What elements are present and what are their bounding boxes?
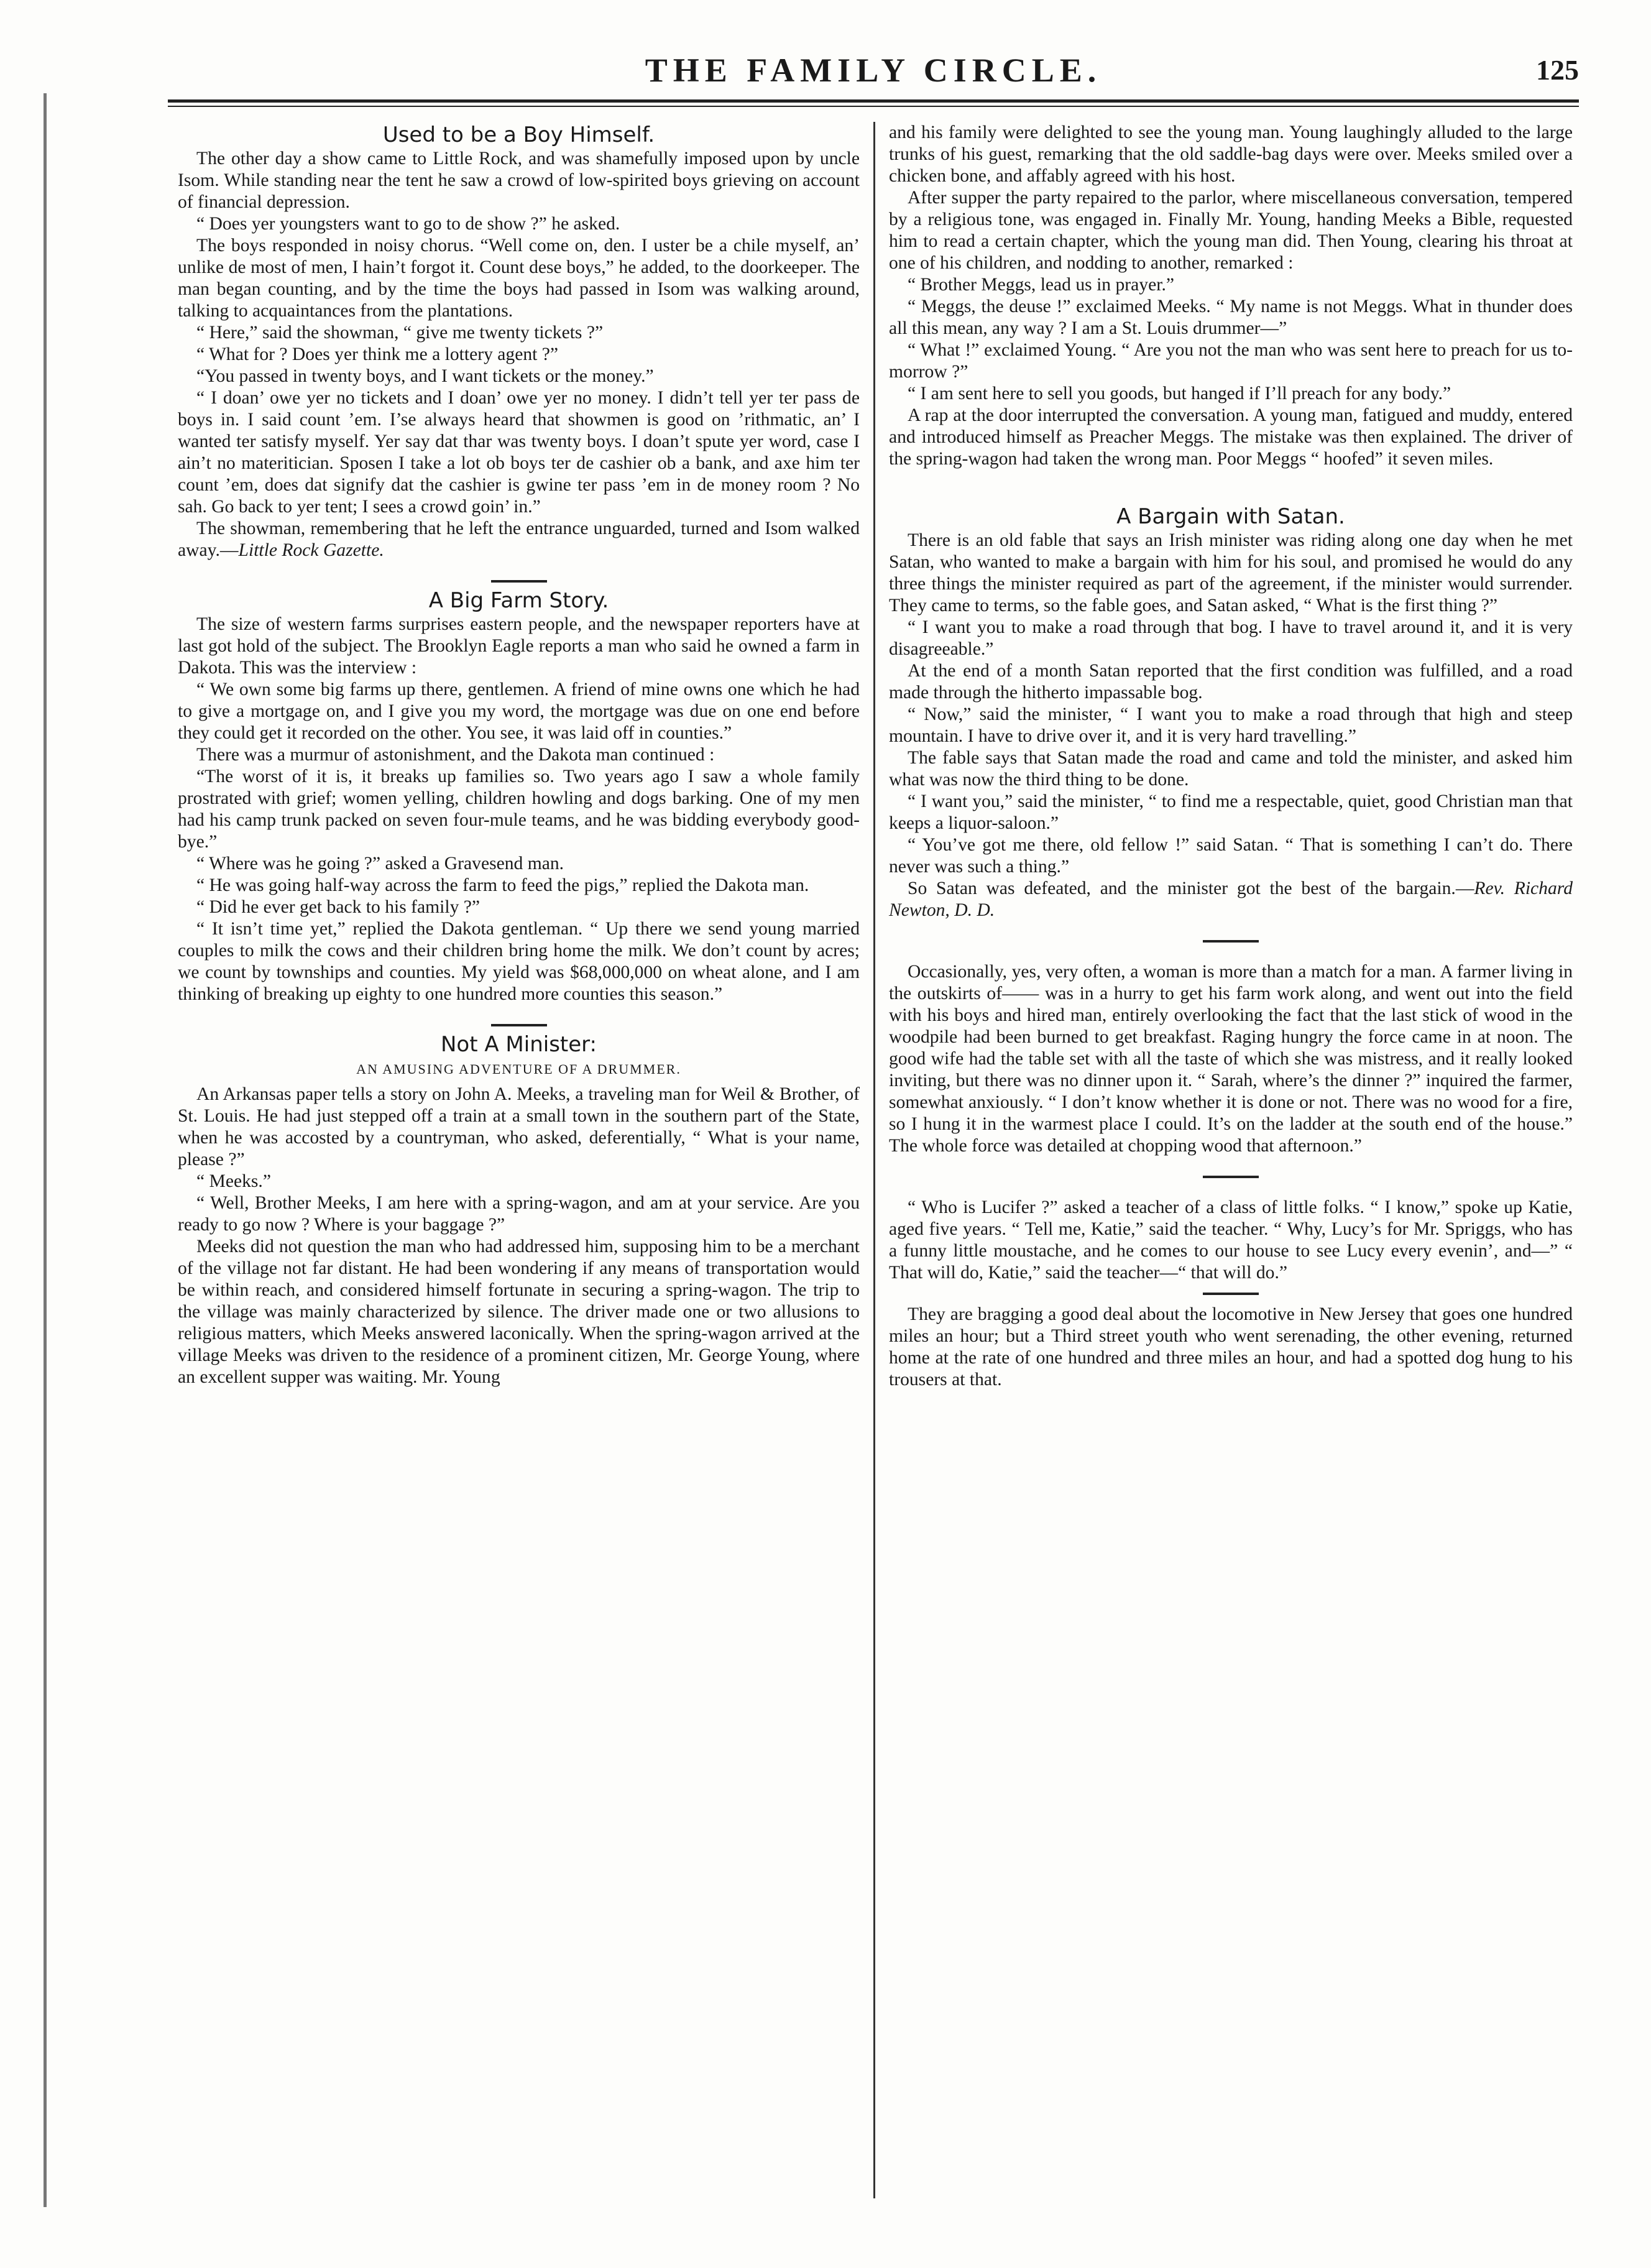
paragraph: The fable says that Satan made the road and came and told the minister, and asked him what was now the third thing to be done. bbox=[889, 748, 1573, 790]
paragraph: “ Who is Lucifer ?” asked a teacher of a class of little folks. “ I know,” spoke up Katie, aged five years. “ Tell me, Katie,” said the teacher. “ Why, Lucy’s for Mr. Spriggs, who has a funny little moustache, and he comes to our house to see Lucy every evenin’, and—” “ That will do, Katie,” said the teacher—“ that will do.” bbox=[889, 1197, 1573, 1283]
header-rule-thin bbox=[168, 106, 1579, 107]
paragraph: An Arkansas paper tells a story on John A. Meeks, a traveling man for Weil & Brother, of St. Louis. He had just stepped off a train at a small town in the southern part of the State, when he was accosted by a countryman, who asked, deferentially, “ What is your name, please ?” bbox=[178, 1084, 860, 1169]
paragraph-closing bbox=[889, 878, 1573, 921]
paragraph: Occasionally, yes, very often, a woman is more than a match for a man. A farmer living in the outskirts of—— was in a hurry to get his farm work along, and went out into the field with his boys and hired man, entirely overlooking the fact that the last stick of wood in the woodpile had been burned to get breakfast. Raging hungry the force came in at noon. The good wife had the table set with all the taste of which she was mistress, and it really looked inviting, but there was no dinner upon it. “ Sarah, where’s the dinner ?” inquired the farmer, somewhat anxiously. “ I don’t know whether it is done or not. There was no wood for a fire, so I hung it in the warmest place I could. It’s on the ladder at the south end of the house.” The whole force was detailed at chopping wood that afternoon.” bbox=[889, 962, 1573, 1156]
paragraph: The boys responded in noisy chorus. “Well come on, den. I uster be a chile myself, an’ unlike de most of men, I hain’t forgot it. Count dese boys,” he added, to the doorkeeper. The man began counting, and by the time the boys had passed in Isom was walking around, talking to acquaintances from the plantations. bbox=[178, 236, 860, 321]
paragraph: After supper the party repaired to the parlor, where miscellaneous conversation, tempered by a religious tone, was engaged in. Finally Mr. Young, handing Meeks a Bible, requested him to read a certain chapter, which the young man did. Then Young, clearing his throat at one of his children, and nodding to another, remarked : bbox=[889, 188, 1573, 273]
paragraph: “ Here,” said the showman, “ give me twenty tickets ?” bbox=[196, 323, 604, 343]
paragraph: “ I doan’ owe yer no tickets and I doan’ owe yer no money. I didn’t tell yer ter pass de boys in. I said count ’em. I’se always heard that showmen is good on ’rithmatic, an’ I wanted ter satisfy myself. Yer say dat thar was twenty boys. I doan’t spute yer word, case I ain’t no materitician. Sposen I take a lot ob boys ter de cashier ob a bank, and axe him ter count ’em, does dat signify dat the cashier is gwine ter pass ’em in de money room ? No sah. Go back to yer tent; I sees a crowd goin’ in.” bbox=[178, 388, 860, 517]
paragraph: “ I want you to make a road through that bog. I have to travel around it, and it is very disagreeable.” bbox=[889, 617, 1573, 659]
article-title: A Big Farm Story. bbox=[428, 588, 609, 613]
binding-margin-rule bbox=[44, 93, 47, 2207]
paragraph: Meeks did not question the man who had addressed him, supposing him to be a merchant of the village not far distant. He had been wondering if any means of transportation would be within reach, and considered himself fortunate in securing a spring-wagon. The trip to the village was mainly characterized by silence. The driver made one or two allusions to religious matters, which Meeks answered laconically. When the spring-wagon arrived at the village Meeks was driven to the residence of a prominent citizen, Mr. George Young, where an excellent supper was waiting. Mr. Young bbox=[178, 1237, 860, 1387]
paragraph: “ I want you,” said the minister, “ to find me a respectable, quiet, good Christian man that keeps a liquor-saloon.” bbox=[889, 791, 1573, 833]
article-title: A Bargain with Satan. bbox=[1116, 504, 1345, 529]
article-locomotive bbox=[889, 1304, 1573, 1391]
paragraph: “ Now,” said the minister, “ I want you to make a road through that high and steep mountain. I have to drive over it, and it is very hard travelling.” bbox=[889, 704, 1573, 746]
paragraph: “You passed in twenty boys, and I want tickets or the money.” bbox=[196, 366, 654, 386]
paragraph: “ Meeks.” bbox=[196, 1171, 271, 1191]
paragraph-closing bbox=[178, 518, 860, 561]
paragraph: “ Meggs, the deuse !” exclaimed Meeks. “ My name is not Meggs. What in thunder does all this mean, any way ? I am a St. Louis drummer—” bbox=[889, 297, 1573, 338]
paragraph: “ What for ? Does yer think me a lottery agent ?” bbox=[196, 344, 559, 364]
right-column bbox=[889, 122, 1573, 1391]
closing-text: The showman, remembering that he left the entrance unguarded, turned and Isom walked away.— bbox=[178, 519, 860, 560]
paragraph: “ It isn’t time yet,” replied the Dakota gentleman. “ Up there we send young married couples to milk the cows and their children bring home the milk. We don’t count by acres; we count by townships and counties. My yield was $68,000,000 on wheat alone, and I am thinking of breaking up eighty to one hundred more counties this season.” bbox=[178, 919, 860, 1004]
article-big-farm bbox=[178, 588, 860, 1005]
article-not-a-minister-continued bbox=[889, 122, 1573, 470]
article-title: Not A Minister: bbox=[440, 1032, 597, 1057]
paragraph: There is an old fable that says an Irish minister was riding along one day when he met Satan, who wanted to make a bargain with him for his soul, and promised he would do any three things the minister required as part of the agreement, if the minister would surrender. They came to terms, so the fable goes, and Satan asked, “ What is the first thing ?” bbox=[889, 530, 1573, 615]
paragraph: “ Well, Brother Meeks, I am here with a spring-wagon, and am at your service. Are you ready to go now ? Where is your baggage ?” bbox=[178, 1193, 860, 1235]
paragraph: The size of western farms surprises eastern people, and the newspaper reporters have at last got hold of the subject. The Brooklyn Eagle reports a man who said he owned a farm in Dakota. This was the interview : bbox=[178, 614, 860, 678]
source-credit: Little Rock Gazette. bbox=[238, 540, 384, 560]
article-used-to-be-a-boy bbox=[178, 122, 860, 561]
left-column bbox=[178, 122, 860, 1388]
header-rule bbox=[168, 99, 1579, 103]
paragraph: They are bragging a good deal about the locomotive in New Jersey that goes one hundred miles an hour; but a Third street youth who went serenading, the other evening, returned home at the rate of one hundred and three miles an hour, and had a spotted dog hung to his trousers at that. bbox=[889, 1304, 1573, 1390]
article-woman-match bbox=[889, 961, 1573, 1157]
closing-text: So Satan was defeated, and the minister got the best of the bargain.— bbox=[908, 878, 1474, 898]
paragraph: “ Does yer youngsters want to go to de show ?” he asked. bbox=[196, 214, 620, 234]
article-not-a-minister bbox=[178, 1031, 860, 1388]
article-lucifer bbox=[889, 1197, 1573, 1284]
paragraph: “The worst of it is, it breaks up families so. Two years ago I saw a whole family prostrated with grief; women yelling, children howling and dogs barking. One of my men had his camp trunk packed on seven four-mule teams, and he was bidding everybody good-bye.” bbox=[178, 767, 860, 852]
paragraph: The other day a show came to Little Rock, and was shamefully imposed upon by uncle Isom. While standing near the tent he saw a crowd of low-spirited boys grieving on account of financial depression. bbox=[178, 149, 860, 212]
masthead bbox=[168, 51, 1579, 107]
running-title: THE FAMILY CIRCLE. bbox=[645, 52, 1102, 89]
paragraph: “ Where was he going ?” asked a Gravesend man. bbox=[196, 854, 564, 874]
paragraph: “ He was going half-way across the farm to feed the pigs,” replied the Dakota man. bbox=[196, 875, 809, 895]
paragraph: There was a murmur of astonishment, and the Dakota man continued : bbox=[196, 745, 715, 765]
column-divider bbox=[873, 122, 875, 2198]
paragraph: “ You’ve got me there, old fellow !” said Satan. “ That is something I can’t do. There never was such a thing.” bbox=[889, 835, 1573, 877]
paragraph: “ We own some big farms up there, gentlemen. A friend of mine owns one which he had to give a mortgage on, and I give you my word, the mortgage was due on one end before they could get it recorded on the other. You see, it was laid off in counties.” bbox=[178, 680, 860, 743]
paragraph: “ What !” exclaimed Young. “ Are you not the man who was sent here to preach for us to-morrow ?” bbox=[889, 340, 1573, 382]
paragraph: “ Brother Meggs, lead us in prayer.” bbox=[908, 275, 1174, 295]
paragraph: “ I am sent here to sell you goods, but hanged if I’ll preach for any body.” bbox=[908, 384, 1451, 403]
article-bargain-with-satan bbox=[889, 504, 1573, 921]
page-number: 125 bbox=[1536, 54, 1579, 86]
paragraph: At the end of a month Satan reported that the first condition was fulfilled, and a road made through the hitherto impassable bog. bbox=[889, 661, 1573, 703]
paragraph: “ Did he ever get back to his family ?” bbox=[196, 897, 481, 917]
article-subtitle: AN AMUSING ADVENTURE OF A DRUMMER. bbox=[356, 1061, 681, 1077]
paragraph: and his family were delighted to see the young man. Young laughingly alluded to the large trunks of his guest, remarking that the old saddle-bag days were over. Meeks smiled over a chicken bone, and affably agreed with his host. bbox=[889, 122, 1573, 186]
article-title: Used to be a Boy Himself. bbox=[382, 122, 655, 147]
source-credit: Rev. Richard Newton, D. D. bbox=[889, 878, 1573, 920]
paragraph: A rap at the door interrupted the conversation. A young man, fatigued and muddy, entered and introduced himself as Preacher Meggs. The mistake was then explained. The driver of the spring-wagon had taken the wrong man. Poor Meggs “ hoofed” it seven miles. bbox=[889, 405, 1573, 469]
